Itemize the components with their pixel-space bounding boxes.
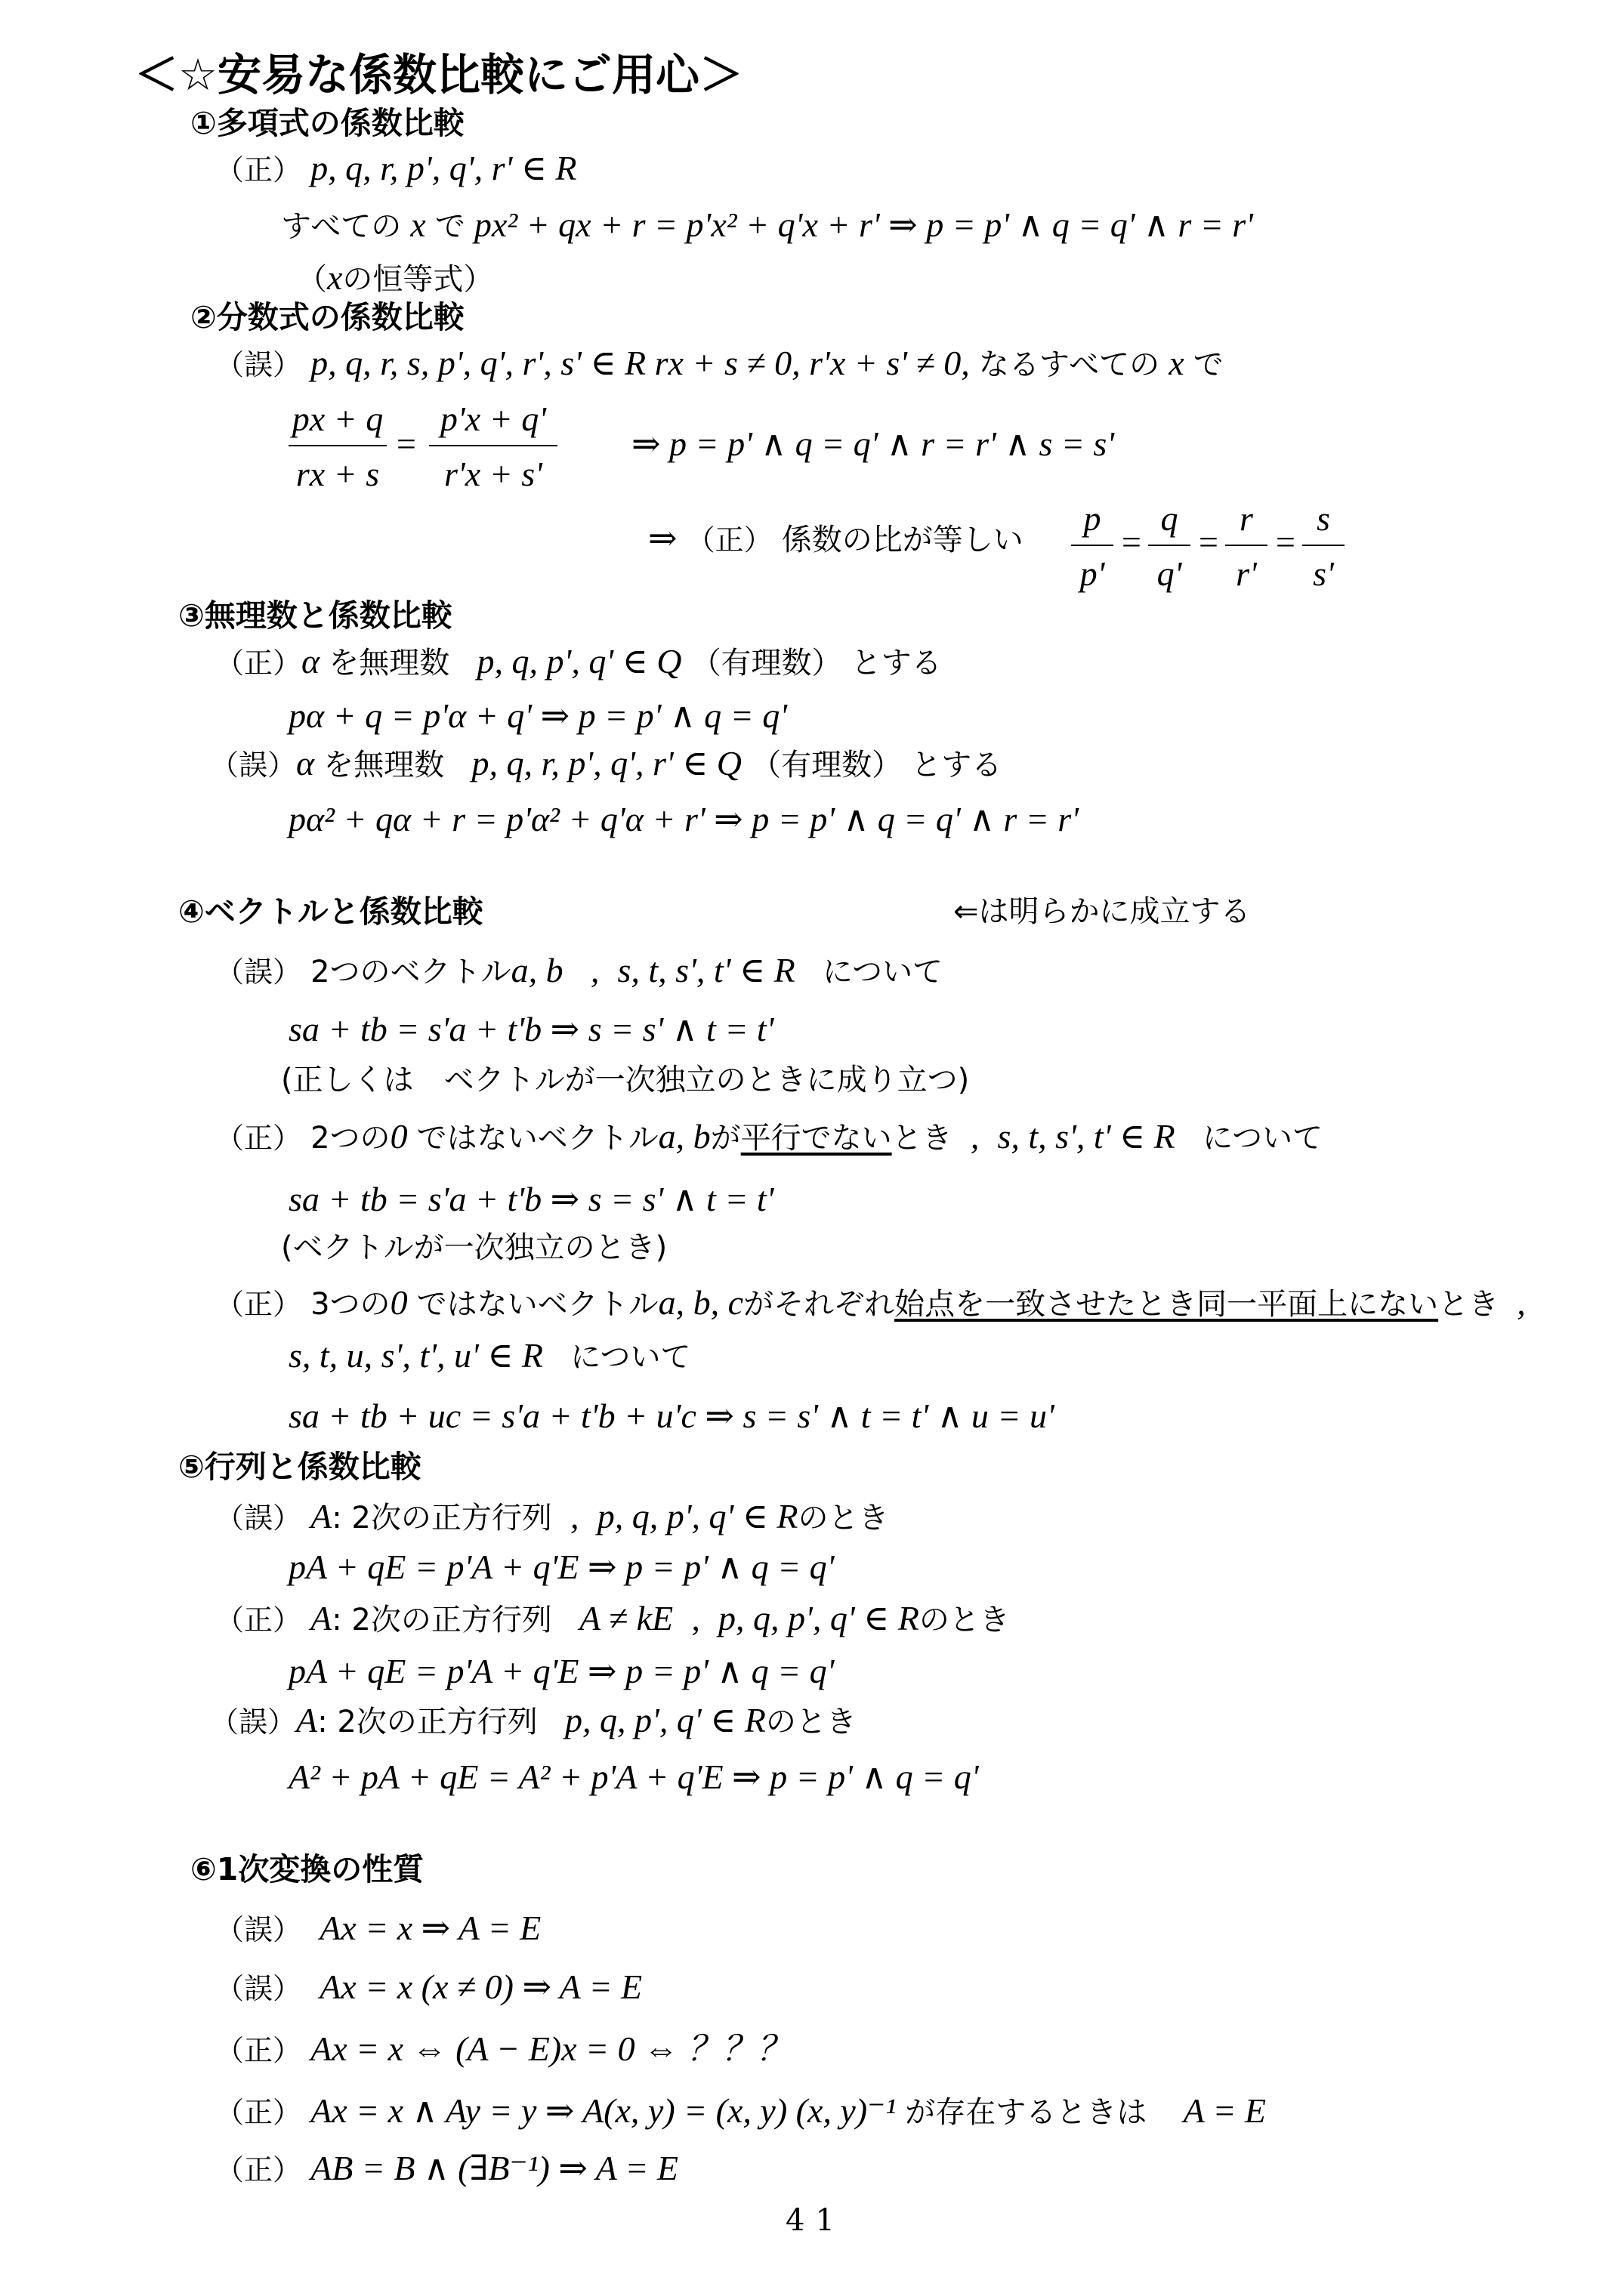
- sec4-note2: (ベクトルが一次独立のとき): [281, 1230, 668, 1265]
- tag-wrong: （誤）: [215, 348, 302, 381]
- sec6-line4: （正） Ax = x ∧ Ay = y ⇒ A(x, y) = (x, y) (x, y)⁻¹ が存在するときは A = E: [215, 2091, 1267, 2130]
- section-heading-linear-transform: ⑥1次変換の性質: [190, 1851, 425, 1887]
- sec3-eq1: pα + q = p'α + q' ⇒ p = p' ∧ q = q': [289, 696, 788, 735]
- sec3-line1: （正）α を無理数 p, q, p', q' ∈ Q （有理数） とする: [215, 642, 942, 680]
- ratio-r: $\frac{r}{r'}$: [1225, 498, 1267, 594]
- fraction-right: $\frac{p'x + q'}{r'x + s'}$: [429, 399, 557, 494]
- sec5-eq2: pA + qE = p'A + q'E ⇒ p = p' ∧ q = q': [289, 1652, 835, 1690]
- sec1-note: （xの恒等式）: [297, 258, 494, 297]
- sec4-line3b: s, t, u, s', t', u' ∈ R について: [289, 1336, 691, 1375]
- sec2-line-vars: （誤） p, q, r, s, p', q', r', s' ∈ R rx + s ≠ 0, r'x + s' ≠ 0, なるすべての x で: [215, 344, 1224, 382]
- sec1-equation: px² + qx + r = p'x² + q'x + r' ⇒ p = p' ∧ q = q' ∧ r = r': [474, 205, 1253, 244]
- sec4-note1: (正しくは ベクトルが一次独立のときに成り立つ): [281, 1063, 970, 1097]
- sec2-implication: ⇒ p = p' ∧ q = q' ∧ r = r' ∧ s = s': [631, 424, 1115, 463]
- sec5-line3: （誤）A: 2次の正方行列 p, q, p', q' ∈ Rのとき: [210, 1701, 857, 1739]
- sec1-vars: p, q, r, p', q', r' ∈ R: [310, 149, 577, 187]
- sec6-line1: （誤） Ax = x ⇒ A = E: [215, 1909, 542, 1947]
- ratio-q: $\frac{q}{q'}$: [1148, 498, 1190, 594]
- section-heading-vector: ④ベクトルと係数比較: [178, 893, 483, 930]
- sec4-note: ⇐は明らかに成立する: [953, 894, 1251, 929]
- sec2-ratio-line: ⇒ （正） 係数の比が等しい: [648, 519, 1023, 557]
- sec1-line-vars: [215, 151, 576, 186]
- sec4-line3: （正） 3つの0 ではないベクトルa, b, cがそれぞれ始点を一致させたとき同一平面上にないとき ,: [215, 1283, 1526, 1322]
- sec5-eq1: pA + qE = p'A + q'E ⇒ p = p' ∧ q = q': [289, 1548, 835, 1586]
- sec6-line5: （正） AB = B ∧ (∃B⁻¹) ⇒ A = E: [215, 2149, 678, 2187]
- section-heading-fraction: ②分数式の係数比較: [190, 299, 465, 335]
- ratio-s: $\frac{s}{s'}$: [1302, 498, 1345, 594]
- section-heading-irrational: ③無理数と係数比較: [178, 597, 452, 634]
- sec6-line2: （誤） Ax = x (x ≠ 0) ⇒ A = E: [215, 1967, 643, 2006]
- page-number: 41: [786, 2203, 845, 2238]
- page-title: ＜☆安易な係数比較にご用心＞: [134, 49, 743, 100]
- sec2-vars: p, q, r, s, p', q', r', s' ∈ R rx + s ≠ 0, r'x + s' ≠ 0,: [310, 344, 970, 382]
- sec5-line2: （正） A: 2次の正方行列 A ≠ kE , p, q, p', q' ∈ Rのとき: [215, 1599, 1010, 1637]
- sec3-line2: （誤）α を無理数 p, q, r, p', q', r' ∈ Q （有理数） とする: [210, 744, 1002, 782]
- sec3-eq2: pα² + qα + r = p'α² + q'α + r' ⇒ p = p' ∧ q = q' ∧ r = r': [289, 800, 1079, 838]
- sec4-line2: （正） 2つの0 ではないベクトルa, bが平行でないとき , s, t, s', t' ∈ R について: [215, 1117, 1323, 1156]
- sec4-eq3: sa + tb + uc = s'a + t'b + u'c ⇒ s = s' ∧ t = t' ∧ u = u': [289, 1396, 1054, 1435]
- sec4-line1: （誤） 2つのベクトルa, b , s, t, s', t' ∈ R について: [215, 951, 943, 989]
- sec5-line1: （誤） A: 2次の正方行列 , p, q, p', q' ∈ Rのとき: [215, 1497, 889, 1535]
- ratio-p: $\frac{p}{p'}$: [1071, 498, 1113, 594]
- section-heading-matrix: ⑤行列と係数比較: [178, 1449, 421, 1485]
- section-heading-polynomial: ①多項式の係数比較: [190, 105, 465, 141]
- sec4-eq2: sa + tb = s'a + t'b ⇒ s = s' ∧ t = t': [289, 1180, 774, 1218]
- sec4-eq1: sa + tb = s'a + t'b ⇒ s = s' ∧ t = t': [289, 1010, 774, 1048]
- tag-correct: （正）: [215, 153, 302, 187]
- sec5-eq3: A² + pA + qE = A² + p'A + q'E ⇒ p = p' ∧ q = q': [289, 1758, 979, 1796]
- sec6-line3: （正） Ax = x ⇔ (A − E)x = 0 ⇔ ？？？: [215, 2029, 792, 2068]
- sec1-line-eq: すべての x で px² + qx + r = p'x² + q'x + r' ⇒ p = p' ∧ q = q' ∧ r = r': [281, 205, 1253, 244]
- fraction-left: $\frac{px + q}{rx + s}$: [289, 399, 387, 494]
